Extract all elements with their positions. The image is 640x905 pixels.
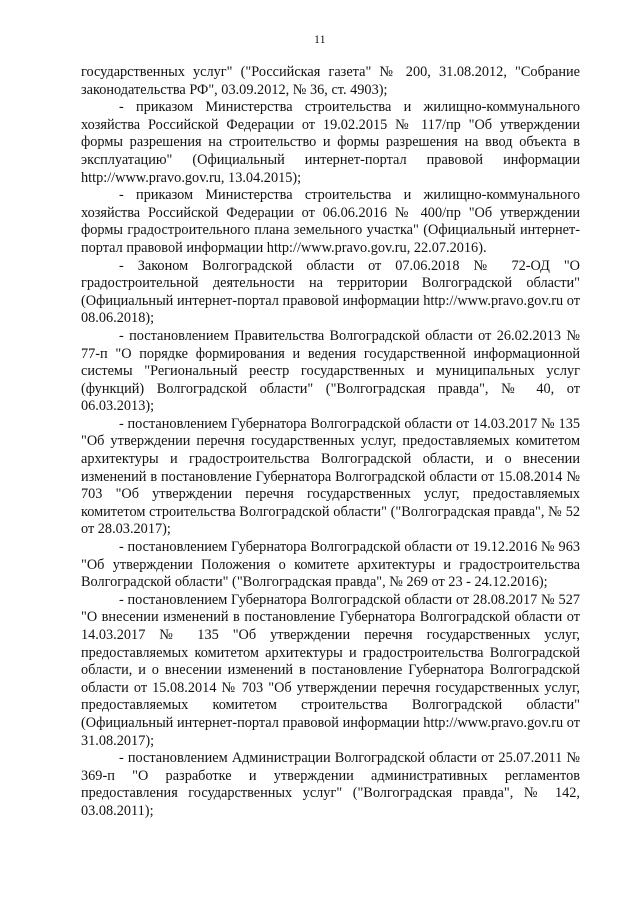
- page-number: 11: [314, 34, 326, 46]
- paragraph-resolution-77p: - постановлением Правительства Волгоградской области от 26.02.2013 № 77-п "О порядке формирования и ведения государственной информационной системы "Региональный реестр государственных и муниципальных услуг (функций) Волгоградской области" ("Волгоградская правда", № 40, от 06.03.2013);: [81, 327, 580, 415]
- paragraph-law-72od: - Законом Волгоградской области от 07.06.2018 № 72-ОД "О градостроительной деятельности на территории Волгоградской области" (Официальный интернет-портал правовой информации http://www.pravo.gov.ru от 08.06.2018);: [81, 257, 580, 327]
- paragraph-resolution-963: - постановлением Губернатора Волгоградской области от 19.12.2016 № 963 "Об утверждении Положения о комитете архитектуры и градостроительства Волгоградской области" ("Волгоградская правда", № 269 от 23 - 24.12.2016);: [81, 539, 580, 591]
- paragraph-resolution-369p: - постановлением Администрации Волгоградской области от 25.07.2011 № 369-п "О разработке и утверждении административных регламентов предоставления государственных услуг" ("Волгоградская правда", № 142, 03.08.2011);: [81, 750, 580, 819]
- document-body: [81, 64, 580, 821]
- paragraph-order-400pr: - приказом Министерства строительства и жилищно-коммунального хозяйства Российской Федерации от 06.06.2016 № 400/пр "Об утверждении формы градостроительного плана земельного участка" (Официальный интернет-портал правовой информации http://www.pravo.gov.ru, 22.07.2016).: [81, 187, 580, 256]
- paragraph-resolution-527: - постановлением Губернатора Волгоградской области от 28.08.2017 № 527 "О внесении изменений в постановление Губернатора Волгоградской области от 14.03.2017 № 135 "Об утверждении перечня государственных услуг, предоставляемых комитетом архитектуры и градостроительства Волгоградской области, и о внесении изменений в постановление Губернатора Волгоградской области от 15.08.2014 № 703 "Об утверждении перечня государственных услуг, предоставляемых комитетом строительства Волгоградской области" (Официальный интернет-портал правовой информации http://www.pravo.gov.ru от 31.08.2017);: [81, 591, 580, 749]
- paragraph-continuation: государственных услуг" ("Российская газета" № 200, 31.08.2012, "Собрание законодательства РФ", 03.09.2012, № 36, ст. 4903);: [81, 64, 580, 98]
- paragraph-resolution-135: - постановлением Губернатора Волгоградской области от 14.03.2017 № 135 "Об утверждении перечня государственных услуг, предоставляемых комитетом архитектуры и градостроительства Волгоградской области, и о внесении изменений в постановление Губернатора Волгоградской области от 15.08.2014 № 703 "Об утверждении перечня государственных услуг, предоставляемых комитетом строительства Волгоградской области" ("Волгоградская правда", № 52 от 28.03.2017);: [81, 415, 580, 538]
- paragraph-order-117pr: - приказом Министерства строительства и жилищно-коммунального хозяйства Российской Федерации от 19.02.2015 № 117/пр "Об утверждении формы разрешения на строительство и формы разрешения на ввод объекта в эксплуатацию" (Официальный интернет-портал правовой информации http://www.pravo.gov.ru, 13.04.2015);: [81, 99, 580, 186]
